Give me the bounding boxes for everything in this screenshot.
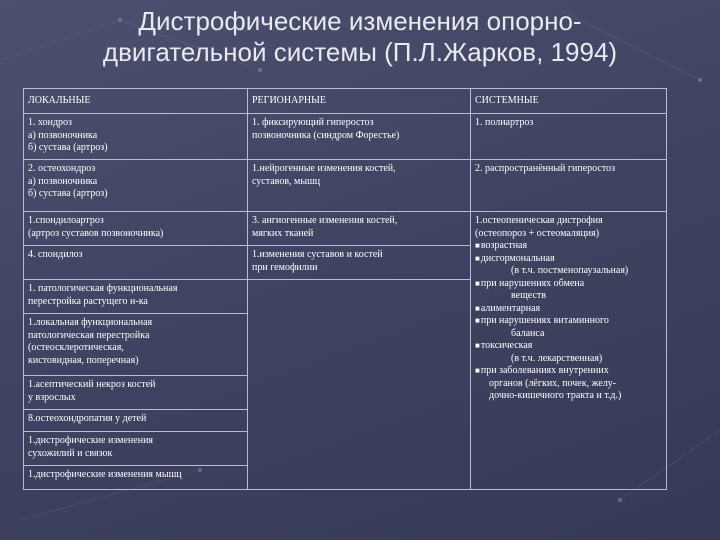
regional-item-2: 1.нейрогенные изменения костей, суставов, мышц [248, 160, 471, 212]
local-item-3: 1.спондилоартроз (артроз суставов позвоночника) [24, 212, 248, 246]
bullet-hormonal: ■ дисгормональная [475, 253, 662, 266]
classification-table [23, 88, 667, 490]
note-drug: (в т.ч. лекарственная) [511, 352, 603, 364]
bullet-internal-organs: ■ при заболеваниях внутренних [475, 365, 662, 378]
slide-title: Дистрофические изменения опорно- двигательной системы (П.Л.Жарков, 1994) [102, 6, 618, 67]
local-item-2: 2. остеохондроз а) позвоночника б) сустава (артроз) [24, 160, 248, 212]
table-row [24, 114, 667, 160]
osteo-subtitle: (остеопороз + остеомаляция) [475, 227, 600, 239]
header-local: ЛОКАЛЬНЫЕ [24, 89, 248, 114]
vitamin-cont: баланса [511, 327, 545, 339]
systemic-item-2: 2. распространённый гиперостоз [471, 160, 667, 212]
local-item-10: 1.дистрофические изменения мышц [24, 466, 248, 490]
systemic-osteopenic-cell [471, 212, 667, 490]
header-regional: РЕГИОНАРНЫЕ [248, 89, 471, 114]
table-row [24, 160, 667, 212]
local-item-8: 8.остеохондропатия у детей [24, 410, 248, 432]
internal-organs-cont: органов (лёгких, почек, желу- дочно-кишечного тракта и т.д.) [489, 377, 622, 401]
bullet-alimentary: ■ алиментарная [475, 303, 662, 316]
regional-item-1: 1. фиксирующий гиперостоз позвоночника (синдром Форестье) [248, 114, 471, 160]
table-header-row [24, 89, 667, 114]
bullet-vitamin: ■ при нарушениях витаминного [475, 315, 662, 328]
local-item-6: 1.локальная функциональная патологическая перестройка (остеосклеротическая, кистовидная, поперечная) [24, 314, 248, 376]
regional-item-3: 3. ангиогенные изменения костей, мягких тканей [248, 212, 471, 246]
local-item-5: 1. патологическая функциональная перестройка растущего н-ка [24, 280, 248, 314]
note-postmenopausal: (в т.ч. постменопаузальная) [511, 265, 629, 276]
systemic-item-1: 1. полиартроз [471, 114, 667, 160]
local-item-9: 1.дистрофические изменения сухожилий и связок [24, 432, 248, 466]
metabolic-cont: веществ [511, 290, 547, 301]
bullet-metabolic: ■ при нарушениях обмена [475, 278, 662, 291]
osteo-title: 1.остеопеническая дистрофия [475, 215, 603, 226]
regional-item-4: 1.изменения суставов и костей при гемофилии [248, 246, 471, 280]
local-item-4: 4. спондилоз [24, 246, 248, 280]
local-item-1: 1. хондроз а) позвоночника б) сустава (артроз) [24, 114, 248, 160]
local-item-7: 1.асептический некроз костей у взрослых [24, 376, 248, 410]
bullet-age: ■ возрастная [475, 240, 662, 253]
header-systemic: СИСТЕМНЫЕ [471, 89, 667, 114]
bullet-toxic: ■ токсическая [475, 340, 662, 353]
regional-empty-cell [248, 280, 471, 490]
table-row [24, 212, 667, 246]
